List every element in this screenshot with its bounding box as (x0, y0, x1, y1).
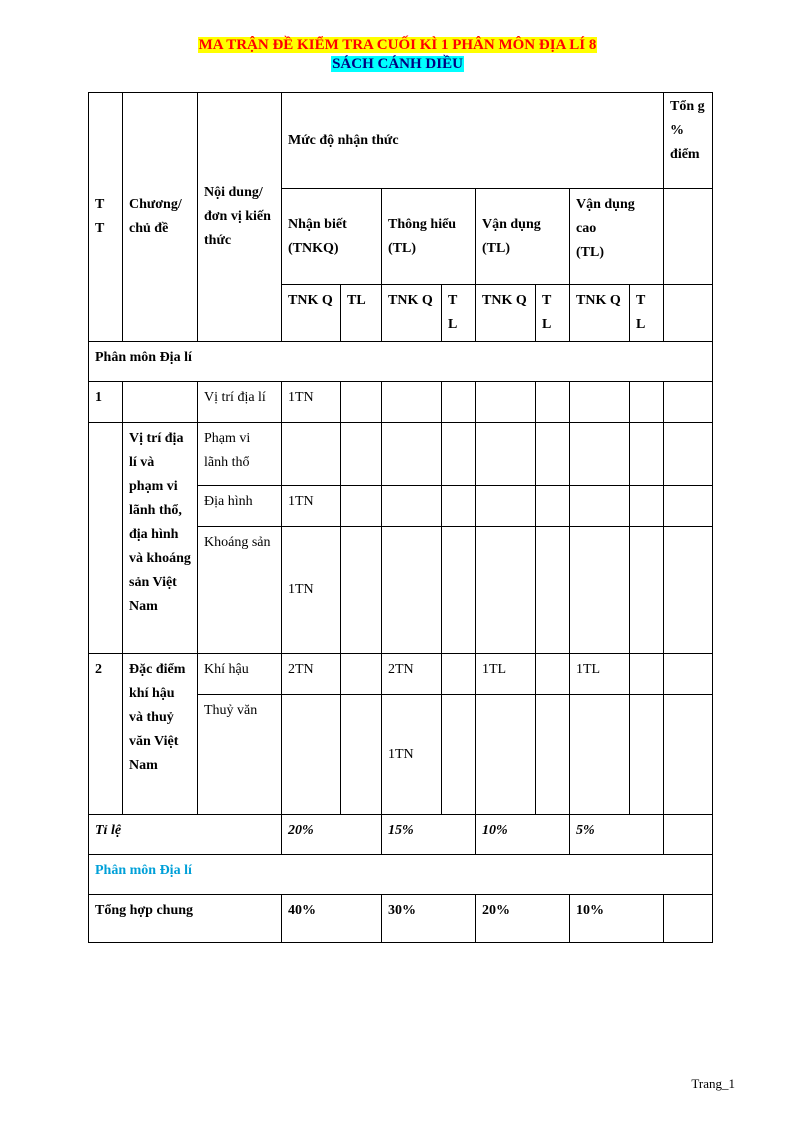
header-muc-do: Mức độ nhận thức (282, 93, 664, 189)
header-tong: Tổn g % điểm (664, 93, 713, 189)
empty-cell (89, 423, 123, 654)
row-noi-dung: Khoáng sản (198, 527, 282, 654)
table-row (89, 895, 713, 943)
tonghop-nb: 40% (282, 895, 382, 943)
row-noi-dung: Địa hình (198, 486, 282, 527)
empty-cell (123, 382, 198, 423)
subheader-tnkq: TNK Q (570, 285, 630, 342)
level-name: Vận dụng (482, 216, 541, 232)
subheader-tnkq: TNK Q (382, 285, 442, 342)
header-chuong: Chương/ chủ đề (123, 93, 198, 342)
tile-vd: 10% (476, 815, 570, 855)
row-noi-dung: Khí hậu (198, 654, 282, 695)
cell-nb-tnkq: 1TN (282, 527, 341, 654)
title-line-2: SÁCH CÁNH DIỀU (332, 56, 463, 72)
section-label-2: Phân môn Địa lí (89, 855, 713, 895)
tonghop-vdc: 10% (570, 895, 664, 943)
subheader-tnkq: TNK Q (476, 285, 536, 342)
tile-nb: 20% (282, 815, 382, 855)
level-sub: (TL) (482, 240, 510, 256)
tile-th: 15% (382, 815, 476, 855)
tile-vdc: 5% (570, 815, 664, 855)
header-van-dung-cao (570, 189, 664, 285)
cell-nb-tnkq: 1TN (282, 382, 341, 423)
row-noi-dung: Phạm vi lãnh thổ (198, 423, 282, 486)
level-sub: (TNKQ) (288, 240, 339, 256)
cell-vd-tnkq: 1TL (476, 654, 536, 695)
tonghop-vd: 20% (476, 895, 570, 943)
tonghop-th: 30% (382, 895, 476, 943)
level-name: Vận dụng cao (576, 197, 635, 236)
row-chuong: Vị trí địa lí và phạm vi lãnh thổ, địa hình và khoáng sản Việt Nam (123, 423, 198, 654)
row-chuong: Đặc điểm khí hậu và thuỷ văn Việt Nam (123, 654, 198, 815)
cell-th-tnkq: 2TN (382, 654, 442, 695)
table-row (89, 382, 713, 423)
empty-cell (664, 285, 713, 342)
subheader-tl: TL (341, 285, 382, 342)
subheader-tl: T L (442, 285, 476, 342)
subheader-tl: T L (536, 285, 570, 342)
tonghop-label: Tổng hợp chung (89, 895, 282, 943)
cell-th-tnkq: 1TN (382, 695, 442, 815)
page-number: Trang_1 (691, 1076, 735, 1091)
document-title (0, 36, 795, 74)
level-name: Thông hiểu (388, 216, 457, 232)
cell-vdc-tnkq: 1TL (570, 654, 630, 695)
row-tt: 1 (89, 382, 123, 423)
subheader-tnkq: TNK Q (282, 285, 341, 342)
table-row (89, 423, 713, 486)
level-sub: (TL) (388, 240, 416, 256)
title-line-1: MA TRẬN ĐỀ KIỂM TRA CUỐI KÌ 1 PHÂN MÔN ĐỊA LÍ 8 (198, 37, 597, 53)
level-sub: (TL) (576, 245, 604, 260)
subheader-tl: T L (630, 285, 664, 342)
header-van-dung (476, 189, 570, 285)
table-row (89, 654, 713, 695)
level-name: Nhận biết (288, 216, 347, 232)
empty-cell (664, 189, 713, 285)
row-noi-dung: Vị trí địa lí (198, 382, 282, 423)
header-tt: T T (89, 93, 123, 342)
row-tt: 2 (89, 654, 123, 815)
cell-nb-tnkq: 2TN (282, 654, 341, 695)
cell-nb-tnkq: 1TN (282, 486, 341, 527)
assessment-matrix-table (88, 92, 713, 943)
tile-label: Tỉ lệ (89, 815, 282, 855)
header-noi-dung: Nội dung/đơn vị kiến thức (198, 93, 282, 342)
table-row (89, 815, 713, 855)
header-nhan-biet (282, 189, 382, 285)
section-label: Phân môn Địa lí (89, 342, 713, 382)
header-thong-hieu (382, 189, 476, 285)
row-noi-dung: Thuỷ văn (198, 695, 282, 815)
